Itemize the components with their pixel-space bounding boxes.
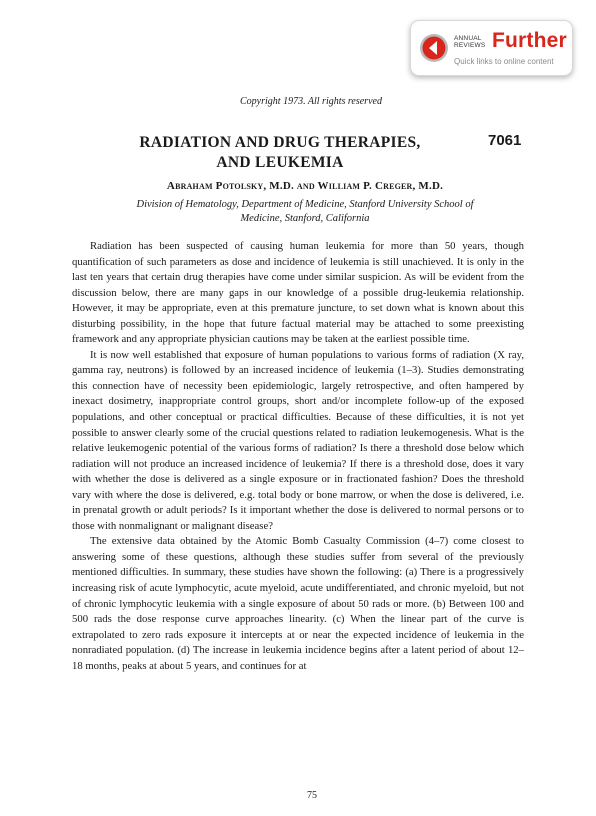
play-back-icon <box>419 33 449 63</box>
paragraph-3: The extensive data obtained by the Atomic Bomb Casualty Commission (4–7) come closest to answering some of these questions, although these studies suffer from several of the previously mentioned difficulties. In summary, these studies have shown the following: (a) There is a progressively increasing risk of acute lymphocytic, acute myeloid, acute undifferentiated, and chronic myeloid, but not of chronic lymphocytic leukemia with a single exposure of about 50 rads or more. (b) Between 100 and 500 rads the dose response curve approaches linearity. (c) When the linear part of the curve is extrapolated to zero rads exposure it intercepts at or near the expected incidence of leukemia in the nonradiated population. (d) The increase in leukemia incidence begins after a latent period of about 12–18 months, peaks at about 5 years, and continues for at <box>72 535 524 672</box>
affiliation <box>60 198 550 226</box>
page-number: 75 <box>307 790 317 801</box>
annual-reviews-further-badge[interactable] <box>410 20 573 76</box>
title-line-2: AND LEUKEMIA <box>216 154 344 171</box>
article-body <box>72 239 524 674</box>
annual-label: ANNUAL <box>454 35 482 42</box>
paper-number: 7061 <box>488 132 522 149</box>
title-line-1: RADIATION AND DRUG THERAPIES, <box>139 134 421 151</box>
reviews-label: REVIEWS <box>454 42 486 49</box>
authors-line: Abraham Potolsky, M.D. and William P. Creger, M.D. <box>166 180 444 192</box>
paragraph-1: Radiation has been suspected of causing human leukemia for more than 50 years, though quantification of such parameters as dose and incidence of leukemia is still unachieved. It is only in the last ten years that certain drug therapies have come under similar suspicion. As will be evident from the discussion below, there are many gaps in our knowledge of a possible drug-leukemia relationship. However, it may be appropriate, even at this premature juncture, to set down what is known about this disturbing possibility, in the hope that future factual material may be attached to some preexisting framework and any appropriate physician cautions may be taken at the earliest possible time. <box>72 240 524 346</box>
quick-links-subtitle: Quick links to online content <box>454 57 554 66</box>
annual-reviews-logo-text <box>454 35 485 49</box>
affiliation-line-2: Medicine, Stanford, California <box>240 213 370 224</box>
affiliation-line-1: Division of Hematology, Department of Medicine, Stanford University School of <box>136 199 474 210</box>
copyright-notice: Copyright 1973. All rights reserved <box>240 96 382 107</box>
article-title <box>110 133 450 173</box>
further-label: Further <box>492 29 567 52</box>
paragraph-2: It is now well established that exposure of human populations to various forms of radiation (X ray, gamma ray, neutrons) is followed by an increased incidence of leukemia (1–3). Studies demonstrating this connection have of necessity been epidemiologic, largely retrospective, and often hampered by inexact dosimetry, inappropriate control groups, short and/or incomplete follow-up of the exposed populations, and other conceptual or practical difficulties. Because of these difficulties, it is not yet possible to answer clearly some of the crucial questions related to radiation leukemogenesis. What is the relative leukemogenic potential of the various forms of radiation? Is there a threshold dose below which radiation will not produce an increased incidence of leukemia? If there is a threshold dose, does it vary with whether the dose is delivered as a single exposure or in fractionated fashion? Does the threshold vary with where the dose is delivered, e.g. total body or bone marrow, or when the dose is delivered, i.e. in prenatal growth or adult periods? Is it important whether the dose is delivered to normal persons or to those with nonmalignant or malignant disease? <box>72 348 524 532</box>
